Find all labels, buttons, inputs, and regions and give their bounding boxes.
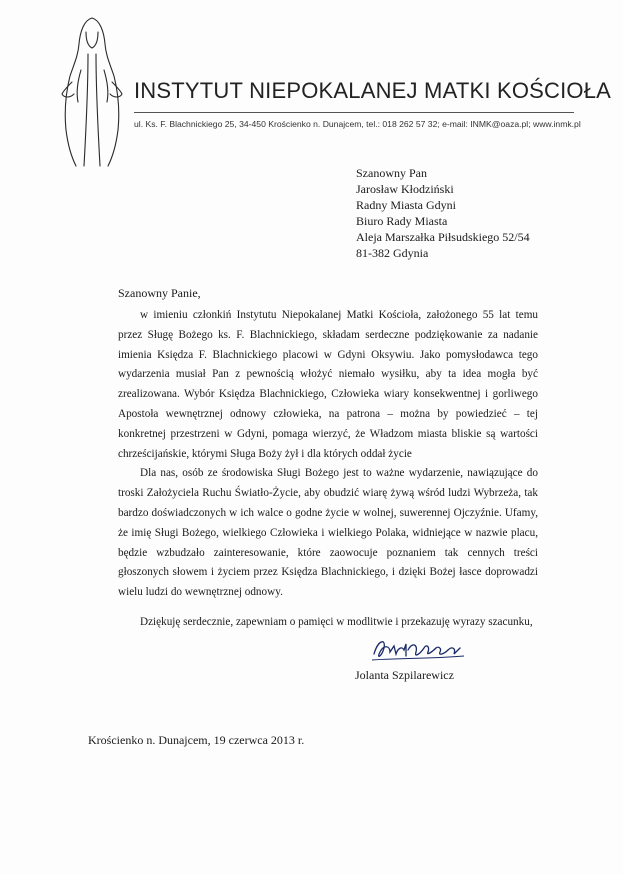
recipient-line: Jarosław Kłodziński (356, 182, 454, 196)
recipient-line: 81-382 Gdynia (356, 246, 429, 260)
salutation: Szanowny Panie, (118, 286, 201, 300)
paragraph-1: w imieniu członkiń Instytutu Niepokalanej Matki Kościoła, założonego 55 lat temu przez Sługę Bożego ks. F. Blachnickiego, składam serdeczne podziękowanie za nadanie imienia Księdza F. Blachnickiego placowi w Gdyni Oksywiu. Jako pomysłodawca tego wydarzenia musiał Pan z pewnością włożyć niemało wysiłku, aby ta idea mogła być zrealizowana. Wybór Księdza Blachnickiego, Człowieka wiary konsekwentnej i gorliwego Apostoła wewnętrznej odnowy człowieka, na patrona – można by powiedzieć – tej konkretnej przestrzeni w Gdyni, pomaga wierzyć, że Władzom miasta bliskie są wartości chrześcijańskie, którymi Sługa Boży żył i dla których oddał życie (118, 309, 538, 460)
handwritten-signature (368, 632, 488, 668)
signer-name: Jolanta Szpilarewicz (355, 668, 454, 682)
madonna-figure-icon (48, 10, 128, 170)
recipient-line: Szanowny Pan (356, 166, 427, 180)
recipient-line: Radny Miasta Gdyni (356, 198, 456, 212)
recipient-line: Biuro Rady Miasta (356, 214, 448, 228)
contact-line: ul. Ks. F. Blachnickiego 25, 34-450 Krościenko n. Dunajcem, tel.: 018 262 57 32; e-mail: INMK@oaza.pl; www.inmk.pl (134, 119, 581, 129)
header-divider (134, 112, 574, 113)
letter-body (118, 306, 538, 633)
institute-name: INSTYTUT NIEPOKALANEJ MATKI KOŚCIOŁA (134, 78, 612, 103)
recipient-address (356, 165, 530, 261)
recipient-line: Aleja Marszałka Piłsudskiego 52/54 (356, 230, 530, 244)
place-date: Krościenko n. Dunajcem, 19 czerwca 2013 r. (88, 733, 305, 747)
paragraph-3: Dziękuję serdecznie, zapewniam o pamięci w modlitwie i przekazuję wyrazy szacunku, (140, 615, 533, 628)
paragraph-2: Dla nas, osób ze środowiska Sługi Bożego jest to ważne wydarzenie, nawiązujące do troski Założyciela Ruchu Światło-Życie, aby obudzić wiarę żywą wśród ludzi Wybrzeża, tak bardzo doświadczonych w ich walce o godne życie w wolnej, suwerennej Ojczyźnie. Ufamy, że imię Sługi Bożego, wielkiego Człowieka i wielkiego Polaka, widniejące w nazwie placu, będzie wzbudzało zainteresowanie, które zaowocuje poznaniem tak cennych treści głoszonych słowem i życiem przez Księdza Blachnickiego, i dzięki Bożej łasce doprowadzi wielu ludzi do wewnętrznej odnowy. (118, 467, 538, 599)
